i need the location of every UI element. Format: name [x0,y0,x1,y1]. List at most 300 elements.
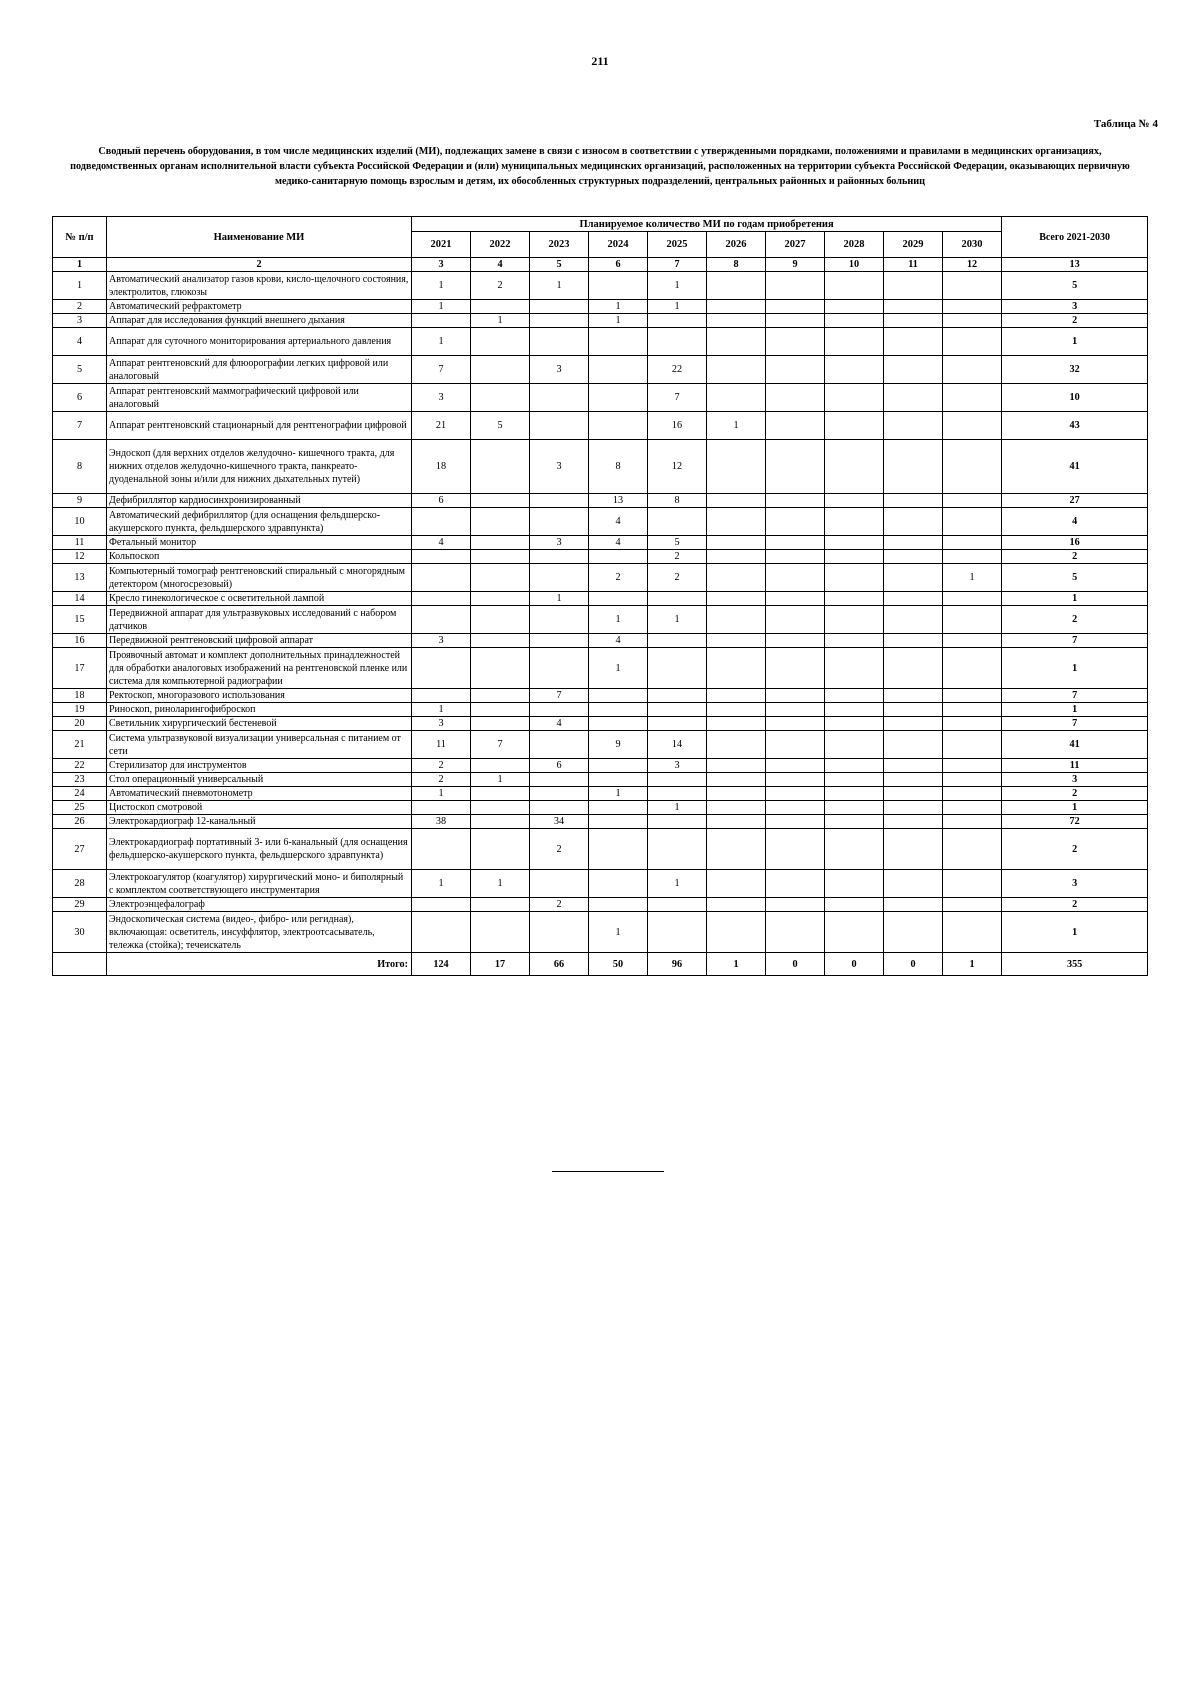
quantity-cell [825,898,884,912]
device-name: Электрокардиограф 12-канальный [107,815,412,829]
quantity-cell [707,536,766,550]
row-total: 2 [1002,787,1148,801]
row-total: 27 [1002,494,1148,508]
quantity-cell [471,829,530,870]
quantity-cell [884,606,943,634]
table-row [53,898,1148,912]
device-name: Кресло гинекологическое с осветительной лампой [107,592,412,606]
row-number: 20 [53,717,107,731]
quantity-cell: 1 [589,787,648,801]
column-index: 6 [589,258,648,272]
quantity-cell: 12 [648,440,707,494]
quantity-cell [943,898,1002,912]
quantity-cell [471,592,530,606]
quantity-cell [589,328,648,356]
quantity-cell: 9 [589,731,648,759]
quantity-cell [648,508,707,536]
quantity-cell [825,829,884,870]
quantity-cell: 6 [412,494,471,508]
quantity-cell [766,829,825,870]
device-name: Проявочный автомат и комплект дополнительных принадлежностей для обработки аналоговых изображений на рентгеновской пленке или система для компьютерной радиографии [107,648,412,689]
quantity-cell [412,689,471,703]
quantity-cell: 1 [471,314,530,328]
quantity-cell: 1 [943,564,1002,592]
column-index: 3 [412,258,471,272]
row-total: 7 [1002,717,1148,731]
quantity-cell [825,648,884,689]
row-total: 43 [1002,412,1148,440]
table-row [53,536,1148,550]
quantity-cell [648,773,707,787]
quantity-cell [471,912,530,953]
quantity-cell: 7 [530,689,589,703]
quantity-cell [825,536,884,550]
totals-year-cell: 124 [412,953,471,976]
quantity-cell [943,773,1002,787]
row-number: 30 [53,912,107,953]
quantity-cell [707,564,766,592]
quantity-cell [943,328,1002,356]
quantity-cell: 3 [412,384,471,412]
row-number: 16 [53,634,107,648]
row-number: 5 [53,356,107,384]
table-row [53,550,1148,564]
quantity-cell [766,564,825,592]
row-total: 2 [1002,898,1148,912]
table-row [53,412,1148,440]
device-name: Риноскоп, риноларингофиброскоп [107,703,412,717]
quantity-cell [943,384,1002,412]
quantity-cell [825,801,884,815]
quantity-cell: 4 [412,536,471,550]
header-year-8: 2029 [884,232,943,258]
column-index: 1 [53,258,107,272]
quantity-cell [648,703,707,717]
quantity-cell [471,300,530,314]
quantity-cell [884,787,943,801]
column-index: 9 [766,258,825,272]
quantity-cell [412,648,471,689]
quantity-cell: 1 [589,606,648,634]
quantity-cell: 1 [412,272,471,300]
quantity-cell [471,606,530,634]
quantity-cell [471,703,530,717]
device-name: Светильник хирургический бестеневой [107,717,412,731]
quantity-cell: 1 [471,870,530,898]
quantity-cell [530,870,589,898]
quantity-cell: 1 [589,314,648,328]
quantity-cell [884,412,943,440]
quantity-cell [707,787,766,801]
quantity-cell [412,606,471,634]
column-index: 11 [884,258,943,272]
device-name: Аппарат для суточного мониторирования артериального давления [107,328,412,356]
table-row [53,703,1148,717]
quantity-cell [648,717,707,731]
quantity-cell [412,898,471,912]
quantity-cell [766,494,825,508]
quantity-cell: 1 [412,328,471,356]
row-total: 2 [1002,606,1148,634]
table-row [53,384,1148,412]
quantity-cell [530,787,589,801]
quantity-cell [412,829,471,870]
quantity-cell: 3 [530,536,589,550]
quantity-cell [943,314,1002,328]
quantity-cell [707,508,766,536]
quantity-cell [707,634,766,648]
quantity-cell [766,412,825,440]
table-row [53,648,1148,689]
quantity-cell [589,703,648,717]
quantity-cell [766,508,825,536]
quantity-cell [412,508,471,536]
quantity-cell: 1 [412,787,471,801]
quantity-cell [589,356,648,384]
device-name: Стол операционный универсальный [107,773,412,787]
quantity-cell [589,759,648,773]
table-row [53,801,1148,815]
device-name: Автоматический дефибриллятор (для оснащения фельдшерско-акушерского пункта, фельдшерского здравпункта) [107,508,412,536]
quantity-cell [825,717,884,731]
quantity-cell [766,801,825,815]
quantity-cell [943,440,1002,494]
quantity-cell [825,508,884,536]
row-number: 18 [53,689,107,703]
row-total: 1 [1002,648,1148,689]
row-total: 1 [1002,912,1148,953]
quantity-cell: 14 [648,731,707,759]
row-number: 24 [53,787,107,801]
quantity-cell [766,384,825,412]
quantity-cell [766,606,825,634]
quantity-cell [943,272,1002,300]
row-total: 1 [1002,801,1148,815]
quantity-cell: 3 [648,759,707,773]
quantity-cell [707,328,766,356]
quantity-cell [766,912,825,953]
header-total: Всего 2021-2030 [1002,217,1148,258]
quantity-cell [825,912,884,953]
quantity-cell [471,564,530,592]
row-number: 15 [53,606,107,634]
quantity-cell [648,634,707,648]
quantity-cell [471,384,530,412]
quantity-cell: 3 [412,717,471,731]
quantity-cell [943,592,1002,606]
quantity-cell: 16 [648,412,707,440]
table-row [53,508,1148,536]
table-row [53,717,1148,731]
quantity-cell [707,773,766,787]
row-total: 2 [1002,550,1148,564]
row-number: 26 [53,815,107,829]
page-number: 211 [591,54,609,68]
quantity-cell [648,592,707,606]
header-year-5: 2026 [707,232,766,258]
row-number: 22 [53,759,107,773]
quantity-cell: 1 [530,592,589,606]
header-year-group: Планируемое количество МИ по годам приобретения [412,217,1002,232]
quantity-cell [589,592,648,606]
quantity-cell [766,536,825,550]
header-year-3: 2024 [589,232,648,258]
device-name: Аппарат для исследования функций внешнего дыхания [107,314,412,328]
quantity-cell: 2 [589,564,648,592]
quantity-cell [884,550,943,564]
row-total: 5 [1002,272,1148,300]
quantity-cell [707,912,766,953]
table-row [53,829,1148,870]
quantity-cell [943,801,1002,815]
quantity-cell [707,689,766,703]
table-row [53,815,1148,829]
quantity-cell: 11 [412,731,471,759]
quantity-cell [707,731,766,759]
quantity-cell: 2 [530,829,589,870]
table-row [53,634,1148,648]
quantity-cell [884,801,943,815]
quantity-cell [766,815,825,829]
row-number: 27 [53,829,107,870]
row-total: 1 [1002,328,1148,356]
quantity-cell [589,773,648,787]
quantity-cell [471,717,530,731]
quantity-cell [707,815,766,829]
quantity-cell: 2 [648,550,707,564]
quantity-cell [943,870,1002,898]
quantity-cell [471,815,530,829]
row-total: 7 [1002,634,1148,648]
device-name: Аппарат рентгеновский маммографический цифровой или аналоговый [107,384,412,412]
quantity-cell [884,815,943,829]
quantity-cell [530,412,589,440]
quantity-cell [825,440,884,494]
totals-year-cell: 66 [530,953,589,976]
quantity-cell [589,829,648,870]
header-year-7: 2028 [825,232,884,258]
device-name: Дефибриллятор кардиосинхронизированный [107,494,412,508]
totals-year-cell: 17 [471,953,530,976]
row-number: 28 [53,870,107,898]
quantity-cell [766,870,825,898]
quantity-cell [766,272,825,300]
quantity-cell [471,550,530,564]
quantity-cell [707,759,766,773]
quantity-cell [766,550,825,564]
quantity-cell: 1 [412,703,471,717]
quantity-cell: 6 [530,759,589,773]
quantity-cell [530,550,589,564]
column-index: 8 [707,258,766,272]
quantity-cell [648,898,707,912]
quantity-cell [471,536,530,550]
quantity-cell: 22 [648,356,707,384]
totals-year-cell: 1 [943,953,1002,976]
quantity-cell: 18 [412,440,471,494]
row-number: 9 [53,494,107,508]
quantity-cell [471,440,530,494]
equipment-table [52,216,1148,976]
quantity-cell [943,536,1002,550]
quantity-cell: 2 [471,272,530,300]
quantity-cell [530,314,589,328]
quantity-cell [766,314,825,328]
quantity-cell [648,689,707,703]
quantity-cell [884,912,943,953]
quantity-cell [471,356,530,384]
totals-year-cell: 0 [825,953,884,976]
quantity-cell [707,870,766,898]
quantity-cell [530,634,589,648]
row-number: 1 [53,272,107,300]
table-row [53,592,1148,606]
header-num: № п/п [53,217,107,258]
device-name: Ректоскоп, многоразового использования [107,689,412,703]
quantity-cell [530,606,589,634]
row-total: 72 [1002,815,1148,829]
device-name: Эндоскоп (для верхних отделов желудочно- кишечного тракта, для нижних отделов желудочно-кишечного тракта, панкреато-дуоденальной зоны и/или для нижних дыхательных путей) [107,440,412,494]
row-number: 29 [53,898,107,912]
row-total: 3 [1002,773,1148,787]
table-row [53,300,1148,314]
quantity-cell [766,787,825,801]
quantity-cell [530,494,589,508]
quantity-cell [766,300,825,314]
quantity-cell [530,648,589,689]
table-row [53,870,1148,898]
quantity-cell [943,829,1002,870]
quantity-cell [766,773,825,787]
quantity-cell [707,356,766,384]
table-row [53,759,1148,773]
quantity-cell [884,536,943,550]
quantity-cell [884,314,943,328]
header-year-6: 2027 [766,232,825,258]
row-total: 41 [1002,440,1148,494]
row-number: 14 [53,592,107,606]
quantity-cell [707,801,766,815]
quantity-cell [589,412,648,440]
row-number: 10 [53,508,107,536]
quantity-cell [648,328,707,356]
quantity-cell [530,300,589,314]
quantity-cell: 8 [589,440,648,494]
quantity-cell [766,703,825,717]
end-divider [552,1171,664,1172]
quantity-cell: 4 [589,634,648,648]
column-index: 2 [107,258,412,272]
quantity-cell [884,717,943,731]
quantity-cell [884,272,943,300]
quantity-cell [412,564,471,592]
quantity-cell [825,731,884,759]
totals-year-cell: 0 [884,953,943,976]
quantity-cell [884,592,943,606]
row-number: 11 [53,536,107,550]
quantity-cell [471,898,530,912]
quantity-cell [943,550,1002,564]
quantity-cell [707,550,766,564]
quantity-cell [707,898,766,912]
quantity-cell [707,314,766,328]
table-row [53,731,1148,759]
quantity-cell [825,787,884,801]
table-row [53,272,1148,300]
grand-total: 355 [1002,953,1148,976]
quantity-cell [648,815,707,829]
quantity-cell [825,606,884,634]
quantity-cell [530,508,589,536]
quantity-cell [884,356,943,384]
quantity-cell [589,272,648,300]
quantity-cell [766,648,825,689]
quantity-cell [766,328,825,356]
quantity-cell [707,494,766,508]
table-row [53,440,1148,494]
device-name: Компьютерный томограф рентгеновский спиральный с многорядным детектором (многосрезовый) [107,564,412,592]
quantity-cell [825,314,884,328]
quantity-cell [530,384,589,412]
quantity-cell [884,328,943,356]
quantity-cell [707,440,766,494]
header-name: Наименование МИ [107,217,412,258]
quantity-cell [530,801,589,815]
quantity-cell [766,634,825,648]
quantity-cell: 2 [648,564,707,592]
quantity-cell [707,592,766,606]
row-total: 11 [1002,759,1148,773]
quantity-cell [589,384,648,412]
quantity-cell [648,314,707,328]
column-index: 4 [471,258,530,272]
device-name: Аппарат рентгеновский стационарный для рентгенографии цифровой [107,412,412,440]
column-index: 10 [825,258,884,272]
quantity-cell: 1 [530,272,589,300]
quantity-cell: 3 [530,356,589,384]
table-row [53,773,1148,787]
quantity-cell: 7 [471,731,530,759]
row-total: 41 [1002,731,1148,759]
quantity-cell [471,801,530,815]
quantity-cell [884,829,943,870]
device-name: Электрокардиограф портативный 3- или 6-канальный (для оснащения фельдшерско-акушерского пункта, фельдшерского здравпункта) [107,829,412,870]
quantity-cell [943,759,1002,773]
quantity-cell: 4 [589,536,648,550]
quantity-cell [825,870,884,898]
header-year-2: 2023 [530,232,589,258]
row-number: 2 [53,300,107,314]
totals-row [53,953,1148,976]
table-row [53,564,1148,592]
totals-label: Итого: [107,953,412,976]
quantity-cell [530,328,589,356]
totals-year-cell: 1 [707,953,766,976]
device-name: Автоматический анализатор газов крови, кисло-щелочного состояния, электролитов, глюкозы [107,272,412,300]
quantity-cell [943,634,1002,648]
row-number: 4 [53,328,107,356]
quantity-cell: 13 [589,494,648,508]
quantity-cell [530,773,589,787]
device-name: Аппарат рентгеновский для флюорографии легких цифровой или аналоговый [107,356,412,384]
quantity-cell: 4 [589,508,648,536]
quantity-cell [589,815,648,829]
device-name: Электроэнцефалограф [107,898,412,912]
table-row [53,912,1148,953]
quantity-cell [825,703,884,717]
quantity-cell [943,648,1002,689]
quantity-cell [589,717,648,731]
